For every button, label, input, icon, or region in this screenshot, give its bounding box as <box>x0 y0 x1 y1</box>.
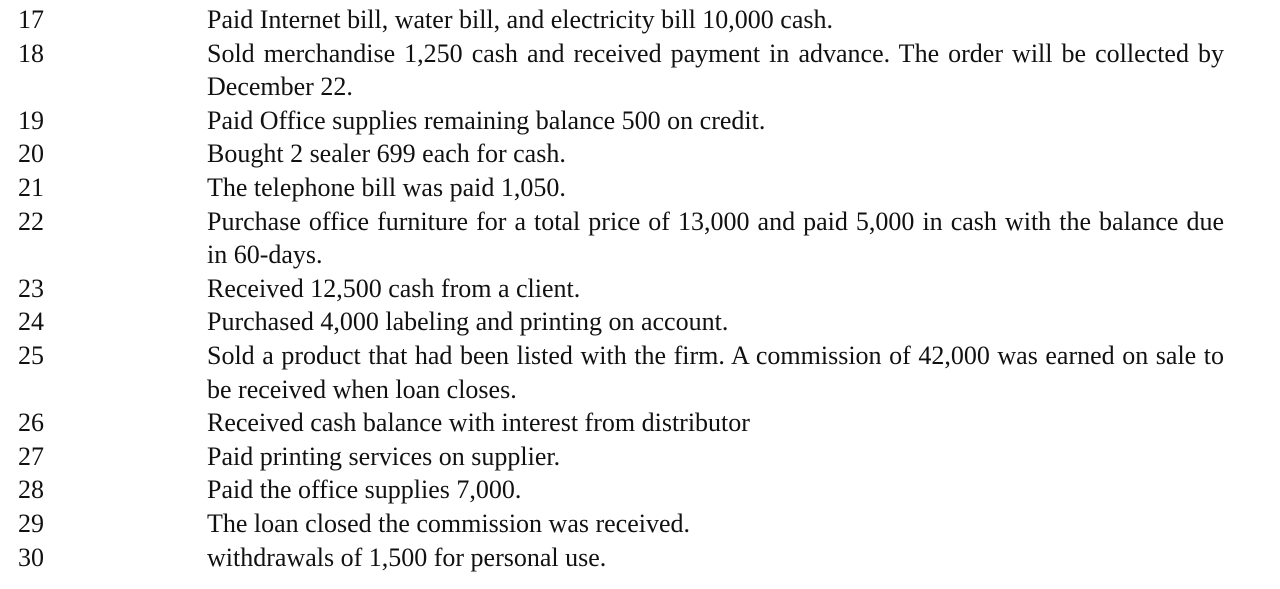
transaction-day: 25 <box>18 340 44 370</box>
transaction-day: 29 <box>18 508 44 538</box>
transaction-text: The loan closed the commission was received. <box>207 508 691 538</box>
transaction-day: 23 <box>18 273 44 303</box>
transaction-entry <box>0 137 1280 171</box>
transaction-text: Bought 2 sealer 699 each for cash. <box>207 139 566 169</box>
transaction-text: The telephone bill was paid 1,050. <box>207 172 566 202</box>
transaction-entry <box>0 305 1280 339</box>
transaction-text: withdrawals of 1,500 for personal use. <box>207 542 607 572</box>
transaction-text: Paid the office supplies 7,000. <box>207 475 522 505</box>
transaction-day: 26 <box>18 408 44 438</box>
transaction-text: Sold a product that had been listed with the firm. A commission of 42,000 was earned on sale to be received when loan closes. <box>207 340 1224 404</box>
transaction-text: Received 12,500 cash from a client. <box>207 273 581 303</box>
transaction-entry <box>0 406 1280 440</box>
transaction-day: 19 <box>18 105 44 135</box>
transaction-day: 20 <box>18 139 44 169</box>
transaction-entry <box>0 440 1280 474</box>
transaction-text: Paid Internet bill, water bill, and electricity bill 10,000 cash. <box>207 5 833 34</box>
transaction-entry <box>0 507 1280 541</box>
transaction-day: 28 <box>18 475 44 505</box>
transaction-entry <box>0 272 1280 306</box>
transaction-text: Purchased 4,000 labeling and printing on account. <box>207 307 729 337</box>
transaction-text: Sold merchandise 1,250 cash and received payment in advance. The order will be collected by December 22. <box>207 38 1224 102</box>
transaction-text: Received cash balance with interest from distributor <box>207 408 750 438</box>
transaction-text: Paid printing services on supplier. <box>207 441 561 471</box>
transaction-day: 27 <box>18 441 44 471</box>
transaction-entry <box>0 541 1280 575</box>
transaction-day: 30 <box>18 542 44 572</box>
transaction-day: 22 <box>18 206 44 236</box>
transaction-entry <box>0 473 1280 507</box>
transaction-entry <box>0 37 1280 104</box>
transaction-entry <box>0 3 1280 37</box>
transaction-day: 24 <box>18 307 44 337</box>
transaction-day: 21 <box>18 172 44 202</box>
transaction-entry <box>0 104 1280 138</box>
transaction-entry <box>0 205 1280 272</box>
transaction-text: Purchase office furniture for a total price of 13,000 and paid 5,000 in cash with the balance due in 60-days. <box>207 206 1224 270</box>
transaction-day: 17 <box>18 5 44 34</box>
transaction-entry <box>0 339 1280 406</box>
transaction-entry <box>0 171 1280 205</box>
transaction-day: 18 <box>18 38 44 68</box>
transaction-text: Paid Office supplies remaining balance 500 on credit. <box>207 105 766 135</box>
